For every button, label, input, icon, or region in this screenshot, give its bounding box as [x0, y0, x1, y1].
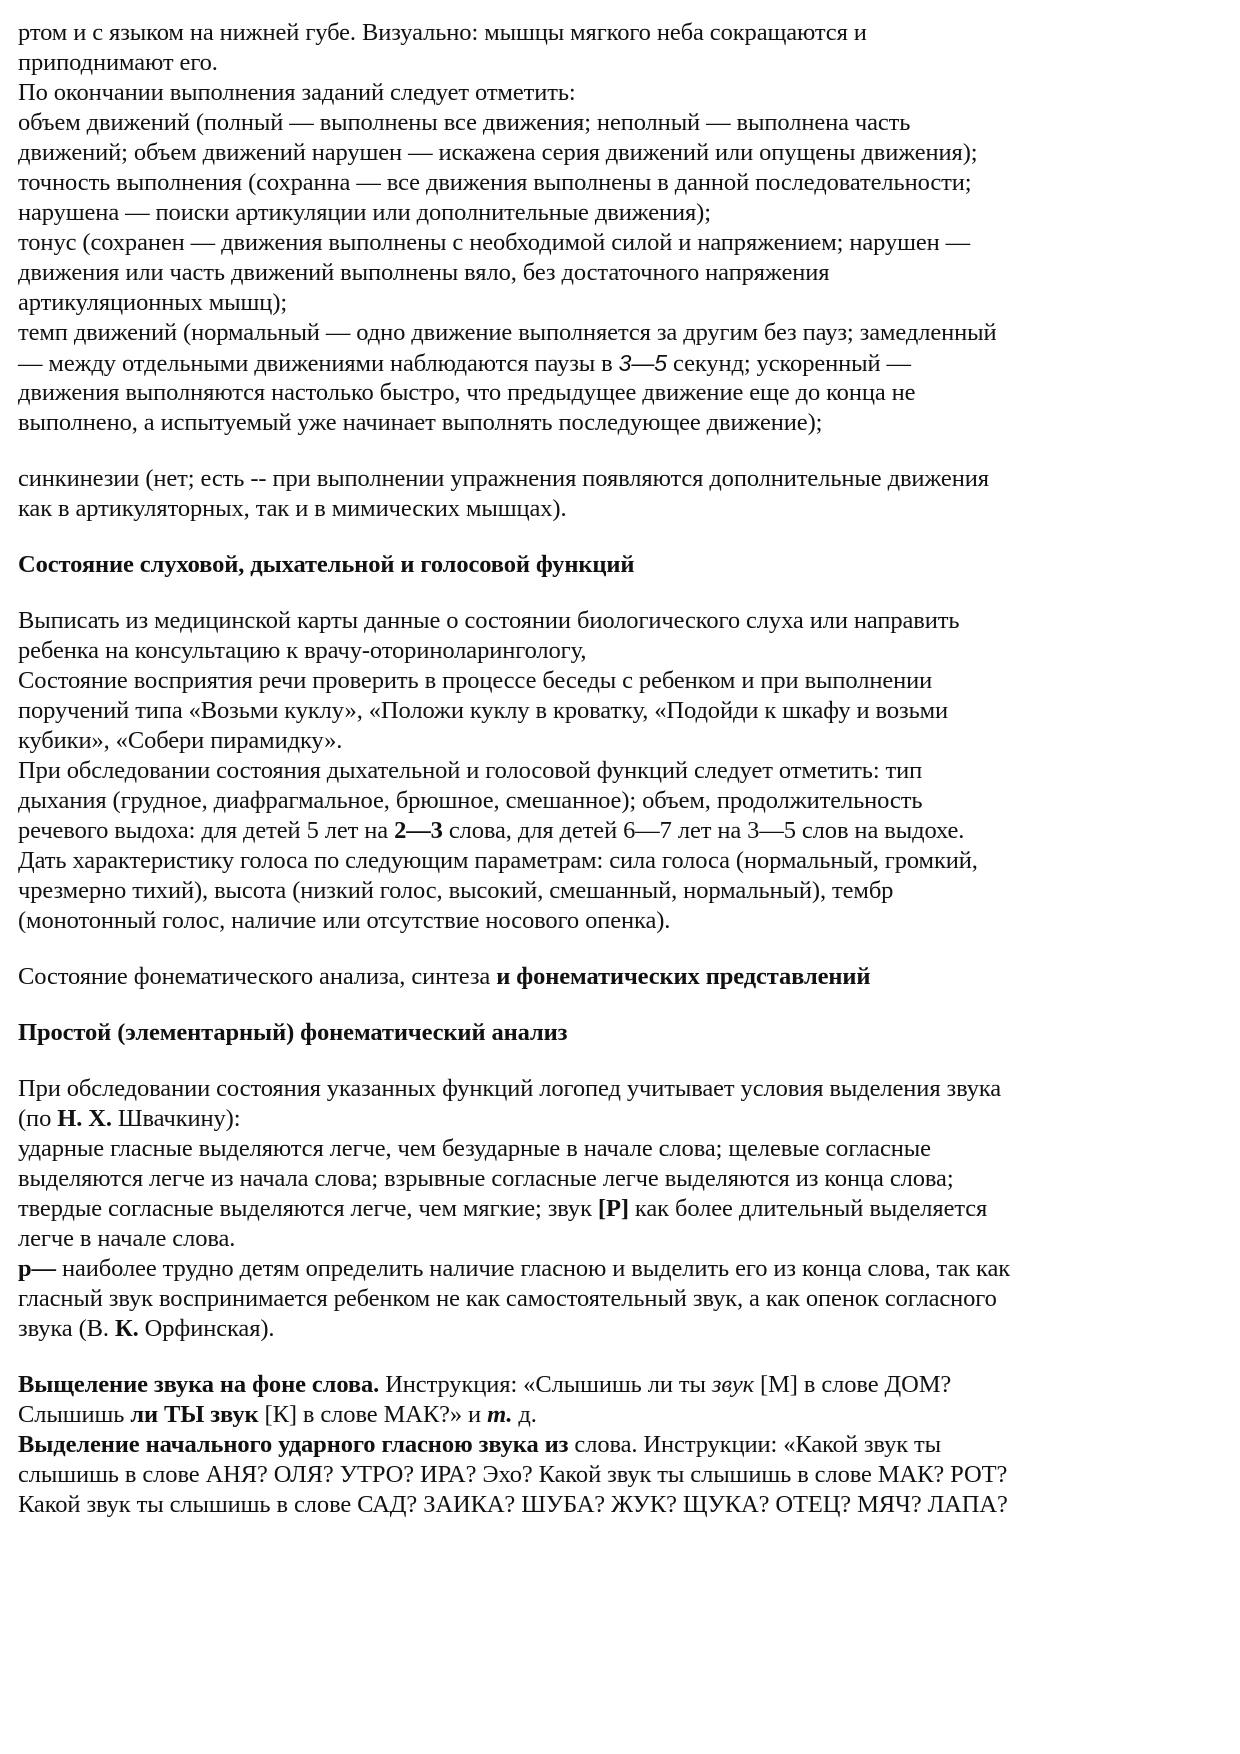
text-segment: твердые согласные выделяются легче, чем мягкие; звук	[18, 1195, 598, 1222]
text-line	[18, 786, 1233, 816]
text-line	[18, 606, 1233, 636]
text-segment: По окончании выполнения заданий следует отметить:	[18, 79, 576, 106]
bold-text: Простой (элементарный) фонематический анализ	[18, 1019, 568, 1046]
paragraph-gap	[18, 524, 1233, 550]
text-segment: выполнено, а испытуемый уже начинает выполнять последующее движение);	[18, 409, 823, 436]
text-line	[18, 876, 1233, 906]
text-segment: Какой звук ты слышишь в слове САД? ЗАИКА? ШУБА? ЖУК? ЩУКА? ОТЕЦ? МЯЧ? ЛАПА?	[18, 1491, 1008, 1518]
text-segment: наиболее трудно детям определить наличие гласною и выделить его из конца слова, так как	[55, 1255, 1011, 1282]
text-line	[18, 168, 1233, 198]
paragraph-gap	[18, 992, 1233, 1018]
text-segment: дыхания (грудное, диафрагмальное, брюшное, смешанное); объем, продолжительность	[18, 787, 923, 814]
text-segment: синкинезии (нет; есть -- при выполнении упражнения появляются дополнительные движения	[18, 465, 989, 492]
text-line	[18, 408, 1233, 438]
text-line	[18, 1224, 1233, 1254]
text-segment: выделяются легче из начала слова; взрывные согласные легче выделяются из конца слова;	[18, 1165, 954, 1192]
text-segment: как более длительный выделяется	[628, 1195, 988, 1222]
bold-text: 3—5	[618, 350, 667, 376]
text-segment: При обследовании состояния дыхательной и голосовой функций следует отметить: тип	[18, 757, 923, 784]
bold-text: Выделение начального ударного гласною звука из	[18, 1431, 569, 1458]
text-segment: речевого выдоха: для детей 5 лет на	[18, 817, 395, 844]
text-line	[18, 1018, 1233, 1048]
text-line	[18, 1284, 1233, 1314]
text-segment: нарушена — поиски артикуляции или дополнительные движения);	[18, 199, 711, 226]
text-segment: гласный звук воспринимается ребенком не как самостоятельный звук, а как опенок согласного	[18, 1285, 997, 1312]
paragraph-gap	[18, 580, 1233, 606]
text-line	[18, 1134, 1233, 1164]
text-segment: Состояние восприятия речи проверить в процессе беседы с ребенком и при выполнении	[18, 667, 933, 694]
text-segment: звука (В.	[18, 1315, 115, 1342]
text-segment: Инструкция: «Слышишь ли ты	[379, 1371, 712, 1398]
text-line	[18, 816, 1233, 846]
text-segment: как в артикуляторных, так и в мимических мышцах).	[18, 495, 567, 522]
bold-text: К.	[114, 1315, 139, 1342]
text-line	[18, 378, 1233, 408]
text-line	[18, 258, 1233, 288]
bold-text: и фонематических представлений	[496, 963, 871, 990]
text-segment: кубики», «Собери пирамидку».	[18, 727, 343, 754]
text-line	[18, 1430, 1233, 1460]
text-line	[18, 1194, 1233, 1224]
text-segment: При обследовании состояния указанных функций логопед учитывает условия выделения звука	[18, 1075, 1002, 1102]
text-segment: секунд; ускоренный —	[666, 350, 911, 377]
text-line	[18, 1074, 1233, 1104]
text-segment: тонус (сохранен — движения выполнены с необходимой силой и напряжением; нарушен —	[18, 229, 971, 256]
text-line	[18, 1490, 1233, 1520]
text-line	[18, 906, 1233, 936]
bold-text: [Р]	[597, 1195, 629, 1222]
text-segment: Дать характеристику голоса по следующим параметрам: сила голоса (нормальный, громкий,	[18, 847, 978, 874]
text-segment: слышишь в слове АНЯ? ОЛЯ? УТРО? ИРА? Эхо? Какой звук ты слышишь в слове МАК? РОТ?	[18, 1461, 1008, 1488]
text-line	[18, 1314, 1233, 1344]
text-segment: движений; объем движений нарушен — искажена серия движений или опущены движения);	[18, 139, 978, 166]
text-line	[18, 18, 1233, 48]
text-line	[18, 198, 1233, 228]
text-segment: точность выполнения (сохранна — все движения выполнены в данной последовательности;	[18, 169, 972, 196]
paragraph-gap	[18, 1048, 1233, 1074]
paragraph-gap	[18, 438, 1233, 464]
text-line	[18, 962, 1233, 992]
text-segment: (по	[18, 1105, 58, 1132]
text-segment: — между отдельными движениями наблюдаются паузы в	[18, 350, 619, 377]
text-segment: (монотонный голос, наличие или отсутствие носового опенка).	[18, 907, 671, 934]
text-segment: движения или часть движений выполнены вяло, без достаточного напряжения	[18, 259, 830, 286]
text-line	[18, 1370, 1233, 1400]
bold-text: 2—3	[394, 817, 443, 844]
text-line	[18, 636, 1233, 666]
text-line	[18, 1104, 1233, 1134]
bold-text: ли ТЫ звук	[130, 1401, 259, 1428]
text-line	[18, 348, 1233, 378]
bold-text: Состояние слуховой, дыхательной и голосовой функций	[18, 551, 635, 578]
document-page	[18, 18, 1233, 1520]
text-line	[18, 48, 1233, 78]
text-segment: [М] в слове ДОМ?	[754, 1371, 952, 1398]
text-segment: слова, для детей 6—7 лет на 3—5 слов на выдохе.	[442, 817, 965, 844]
text-line	[18, 1164, 1233, 1194]
bold-text: т.	[487, 1401, 513, 1428]
text-line	[18, 550, 1233, 580]
text-segment: объем движений (полный — выполнены все движения; неполный — выполнена часть	[18, 109, 911, 136]
bold-text: Выщеление звука на фоне слова.	[18, 1371, 380, 1398]
text-segment: Орфинская).	[138, 1315, 275, 1342]
emphasis-text: звук	[711, 1371, 755, 1398]
text-segment: артикуляционных мышц);	[18, 289, 288, 316]
text-line	[18, 666, 1233, 696]
paragraph-gap	[18, 1344, 1233, 1370]
text-segment: Состояние фонематического анализа, синтеза	[18, 963, 497, 990]
text-line	[18, 1400, 1233, 1430]
text-line	[18, 494, 1233, 524]
text-segment: Выписать из медицинской карты данные о состоянии биологического слуха или направить	[18, 607, 960, 634]
text-line	[18, 78, 1233, 108]
text-segment: ударные гласные выделяются легче, чем безударные в начале слова; щелевые согласные	[18, 1135, 931, 1162]
text-line	[18, 228, 1233, 258]
text-segment: движения выполняются настолько быстро, что предыдущее движение еще до конца не	[18, 379, 916, 406]
text-line	[18, 318, 1233, 348]
text-segment: Швачкину):	[111, 1105, 241, 1132]
text-line	[18, 696, 1233, 726]
text-segment: слова. Инструкции: «Какой звук ты	[568, 1431, 942, 1458]
text-segment: ртом и с языком на нижней губе. Визуально: мышцы мягкого неба сокращаются и	[18, 19, 867, 46]
bold-text: р—	[18, 1255, 56, 1282]
text-line	[18, 846, 1233, 876]
text-line	[18, 1254, 1233, 1284]
text-segment: д.	[512, 1401, 537, 1428]
text-segment: приподнимают его.	[18, 49, 218, 76]
text-line	[18, 108, 1233, 138]
text-line	[18, 464, 1233, 494]
text-segment: Слышишь	[18, 1401, 131, 1428]
text-line	[18, 726, 1233, 756]
bold-text: Н. Х.	[57, 1105, 112, 1132]
paragraph-gap	[18, 936, 1233, 962]
text-segment: ребенка на консультацию к врачу-оториноларингологу,	[18, 637, 587, 664]
text-line	[18, 288, 1233, 318]
text-line	[18, 756, 1233, 786]
text-line	[18, 138, 1233, 168]
text-segment: поручений типа «Возьми куклу», «Положи куклу в кроватку, «Подойди к шкафу и возьми	[18, 697, 949, 724]
text-line	[18, 1460, 1233, 1490]
text-segment: темп движений (нормальный — одно движение выполняется за другим без пауз; замедленный	[18, 319, 997, 346]
text-segment: чрезмерно тихий), высота (низкий голос, высокий, смешанный, нормальный), тембр	[18, 877, 894, 904]
text-segment: легче в начале слова.	[18, 1225, 236, 1252]
text-segment: [К] в слове МАК?» и	[258, 1401, 488, 1428]
